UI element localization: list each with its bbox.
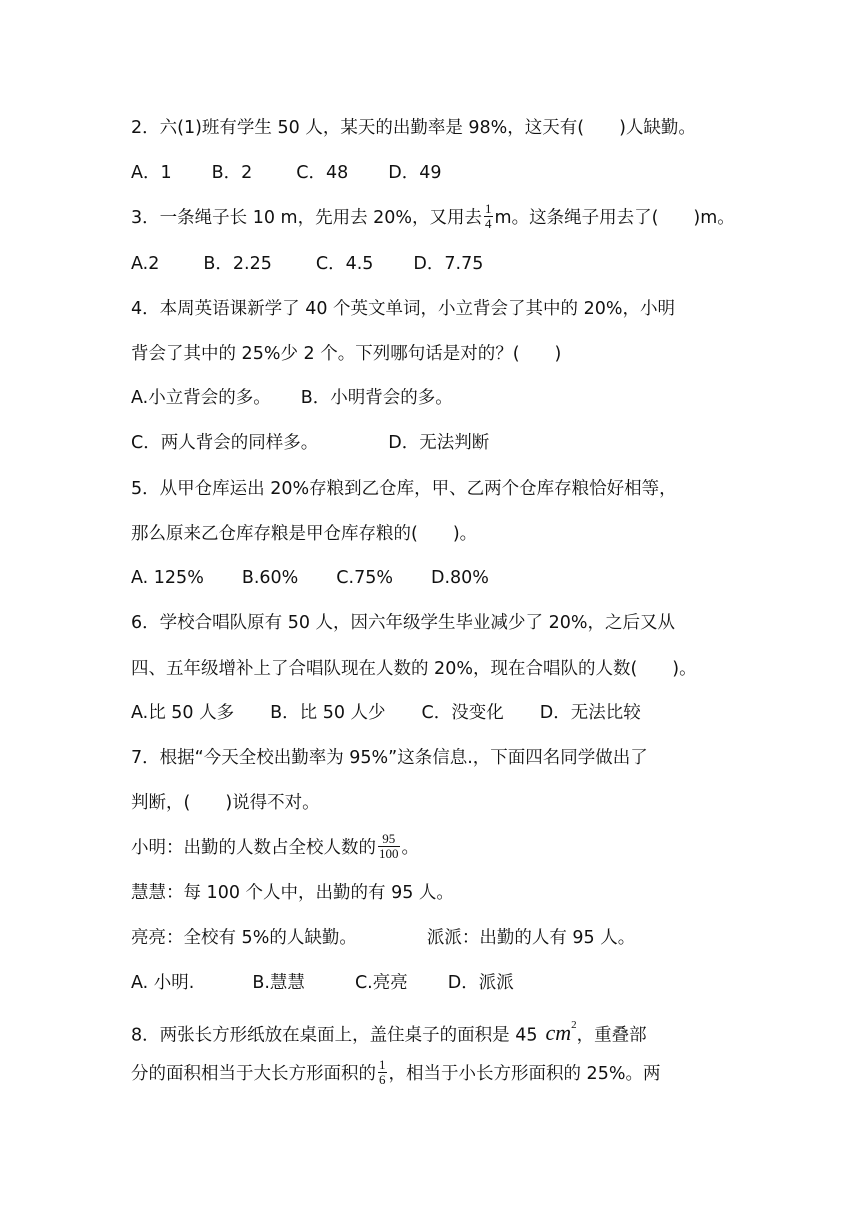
q4-options-row-1 bbox=[131, 383, 741, 413]
q3-stem-before: 3．一条绳子长 10 m，先用去 20%，又用去 bbox=[131, 208, 483, 228]
fraction bbox=[378, 832, 400, 861]
option-d: D.80% bbox=[430, 568, 489, 588]
q3-stem bbox=[131, 200, 741, 233]
option-b: B.60% bbox=[241, 568, 299, 588]
option-a: A. 125% bbox=[131, 568, 204, 588]
q7-xiaoming bbox=[131, 830, 741, 863]
fraction-denominator: 4 bbox=[485, 215, 492, 231]
q3-options bbox=[131, 249, 741, 279]
option-a: A．1 bbox=[131, 163, 172, 183]
q7-huihui: 慧慧：每 100 个人中，出勤的有 95 人。 bbox=[131, 883, 454, 903]
q7-line-1: 7．根据“今天全校出勤率为 95%”这条信息.，下面四名同学做出了 bbox=[131, 748, 648, 768]
option-b: B．小明背会的多。 bbox=[300, 388, 453, 408]
q7-statements-row bbox=[131, 923, 741, 953]
q7-liangliang: 亮亮：全校有 5%的人缺勤。 bbox=[131, 928, 357, 948]
unit-exponent: 2 bbox=[571, 1019, 577, 1031]
xiaoming-text: 小明：出勤的人数占全校人数的 bbox=[131, 838, 376, 858]
option-c: C．两人背会的同样多。 bbox=[131, 433, 319, 453]
q6-options bbox=[131, 698, 741, 728]
q5-line-2: 那么原来乙仓库存粮是甲仓库存粮的( )。 bbox=[131, 524, 478, 544]
q4-line-2: 背会了其中的 25%少 2 个。下列哪句话是对的？( ) bbox=[131, 344, 562, 364]
option-d: D．派派 bbox=[447, 973, 514, 993]
option-c: C．48 bbox=[296, 163, 349, 183]
option-a: A. 小明. bbox=[131, 973, 195, 993]
option-c: C.亮亮 bbox=[354, 973, 408, 993]
fraction-denominator: 100 bbox=[379, 845, 399, 861]
option-d: D．49 bbox=[388, 163, 442, 183]
q8-line-1-before: 8．两张长方形纸放在桌面上，盖住桌子的面积是 45 bbox=[131, 1025, 538, 1046]
q4-options-row-2 bbox=[131, 428, 741, 458]
option-b: B．2 bbox=[211, 163, 253, 183]
q2-stem: 2．六(1)班有学生 50 人，某天的出勤率是 98%，这天有( )人缺勤。 bbox=[131, 118, 696, 138]
q8-line-2-before: 分的面积相当于大长方形面积的 bbox=[131, 1064, 376, 1084]
option-d: D．7.75 bbox=[413, 254, 484, 274]
q4-line-1: 4．本周英语课新学了 40 个英文单词，小立背会了其中的 20%，小明 bbox=[131, 299, 675, 319]
option-a: A.比 50 人多 bbox=[131, 703, 235, 723]
q3-stem-after: m。这条绳子用去了( )m。 bbox=[494, 208, 735, 228]
option-c: C．没变化 bbox=[421, 703, 504, 723]
xiaoming-period: 。 bbox=[401, 838, 419, 858]
q5-line-1: 5．从甲仓库运出 20%存粮到乙仓库，甲、乙两个仓库存粮恰好相等， bbox=[131, 479, 677, 499]
fraction bbox=[378, 1058, 387, 1087]
option-a: A.小立背会的多。 bbox=[131, 388, 271, 408]
option-b: B.慧慧 bbox=[252, 973, 305, 993]
fraction bbox=[484, 202, 493, 231]
q7-line-2: 判断，( )说得不对。 bbox=[131, 793, 320, 813]
unit-cm: cm bbox=[545, 1020, 572, 1046]
q7-paipai: 派派：出勤的人有 95 人。 bbox=[426, 928, 636, 948]
option-c: C．4.5 bbox=[315, 254, 374, 274]
fraction-denominator: 6 bbox=[379, 1071, 386, 1087]
q8-line-1-after: ，重叠部 bbox=[576, 1025, 647, 1046]
q8-line-2-after: ，相当于小长方形面积的 25%。两 bbox=[388, 1064, 661, 1084]
fraction-numerator: 1 bbox=[379, 1056, 386, 1072]
option-d: D．无法比较 bbox=[539, 703, 641, 723]
q8-line-1 bbox=[131, 1014, 741, 1044]
q6-line-2: 四、五年级增补上了合唱队现在人数的 20%，现在合唱队的人数( )。 bbox=[131, 659, 697, 679]
fraction-numerator: 1 bbox=[485, 200, 492, 216]
q5-options bbox=[131, 563, 741, 593]
q7-options bbox=[131, 968, 741, 998]
option-a: A.2 bbox=[131, 254, 160, 274]
unit-cm2 bbox=[545, 1020, 576, 1045]
fraction-numerator: 95 bbox=[378, 832, 400, 847]
option-d: D．无法判断 bbox=[388, 433, 490, 453]
option-c: C.75% bbox=[336, 568, 393, 588]
option-b: B．2.25 bbox=[203, 254, 272, 274]
q6-line-1: 6．学校合唱队原有 50 人，因六年级学生毕业减少了 20%，之后又从 bbox=[131, 613, 675, 633]
q2-options bbox=[131, 158, 741, 188]
q8-line-2 bbox=[131, 1056, 741, 1089]
option-b: B．比 50 人少 bbox=[270, 703, 386, 723]
